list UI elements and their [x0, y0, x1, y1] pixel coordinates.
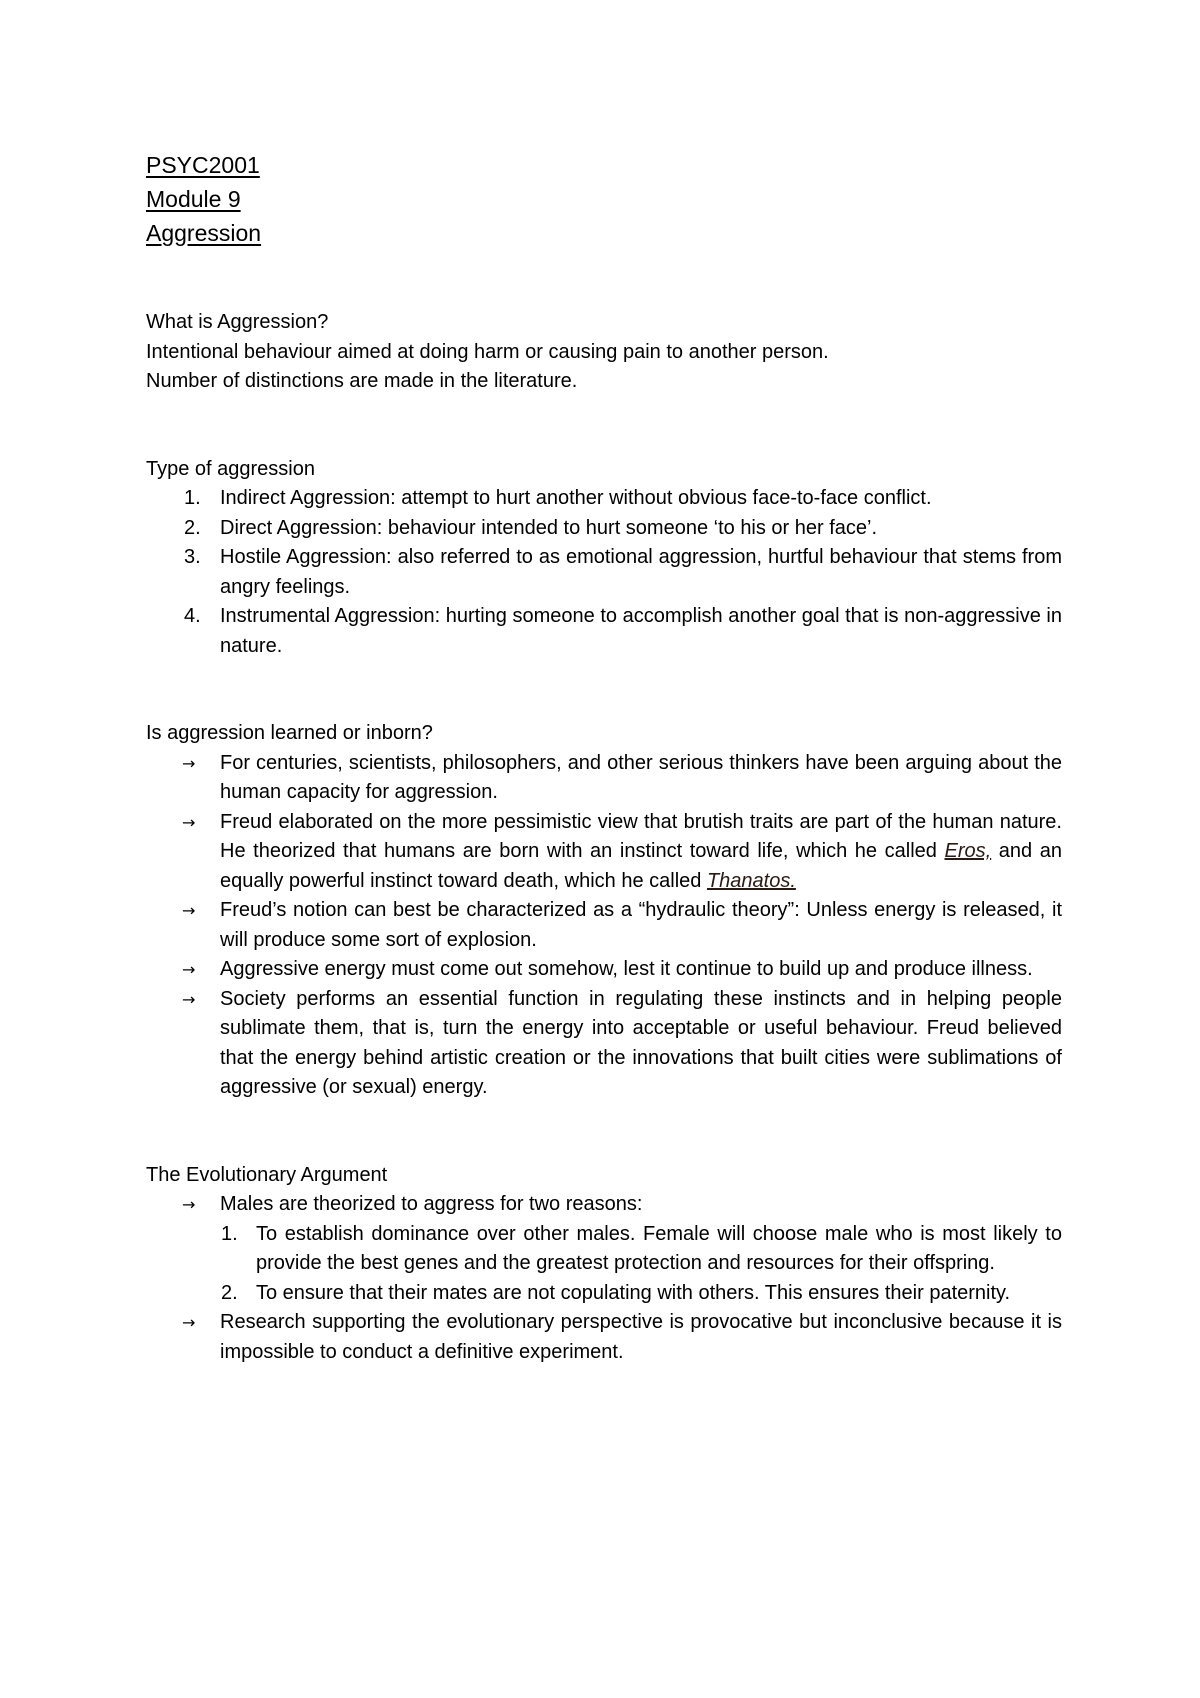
spacer [146, 661, 1062, 719]
course-code: PSYC2001 [146, 152, 260, 178]
section-evolutionary-argument [146, 1161, 1062, 1368]
list-item-text: Instrumental Aggression: hurting someone to accomplish another goal that is non-aggressive in nature. [220, 605, 1062, 657]
definition-line: Intentional behaviour aimed at doing harm or causing pain to another person. [146, 340, 829, 363]
reasons-list [220, 1220, 1062, 1309]
list-item [146, 484, 1062, 514]
list-item [146, 1220, 1062, 1279]
section-heading: The Evolutionary Argument [146, 1163, 388, 1186]
distinctions-line: Number of distinctions are made in the literature. [146, 370, 578, 392]
list-item [146, 602, 1062, 661]
list-item [146, 543, 1062, 602]
list-number: 2. [221, 1281, 238, 1304]
list-number: 4. [184, 605, 201, 627]
list-item [146, 808, 1062, 897]
term-thanatos: Thanatos. [706, 869, 796, 892]
list-item-text: Males are theorized to aggress for two reasons: [220, 1193, 643, 1215]
list-item [146, 1279, 1062, 1309]
list-item [146, 955, 1062, 985]
topic-title: Aggression [146, 220, 262, 246]
list-number: 2. [184, 516, 201, 539]
arrow-bullet-icon: → [182, 1313, 196, 1332]
list-item-text: For centuries, scientists, philosophers, and other serious thinkers have been arguing about the human capacity for aggression. [220, 751, 1062, 803]
list-item-text: To ensure that their mates are not copulating with others. This ensures their paternity. [256, 1281, 1011, 1304]
list-item [146, 985, 1062, 1103]
list-item [146, 896, 1062, 955]
spacer [146, 1103, 1062, 1161]
arrow-bullet-icon: → [182, 1195, 196, 1214]
list-item-text: To establish dominance over other males. Female will choose male who is most likely to provide the best genes and the greatest protection and resources for their offspring. [256, 1222, 1062, 1274]
list-item-text: Hostile Aggression: also referred to as emotional aggression, hurtful behaviour that stems from angry feelings. [220, 546, 1062, 598]
list-item-text: Research supporting the evolutionary perspective is provocative but inconclusive because it is impossible to conduct a definitive experiment. [220, 1311, 1062, 1363]
section-heading: Is aggression learned or inborn? [146, 722, 433, 744]
document-content [146, 148, 1062, 1367]
spacer [146, 250, 1062, 308]
term-eros: Eros, [944, 840, 992, 862]
arrow-bullet-icon: → [182, 960, 196, 979]
list-item-text: Freud elaborated on the more pessimistic view that brutish traits are part of the human nature. He theorized that humans are born with an instinct toward life, which he called [220, 810, 1062, 862]
arrow-bullet-icon: → [182, 989, 196, 1009]
arrow-bullet-icon: → [182, 753, 196, 773]
section-learned-or-inborn [146, 719, 1062, 1103]
evolution-list [146, 1190, 1062, 1367]
list-item-text: and an equally powerful instinct toward death, which he called [220, 840, 1062, 892]
list-item-text: Direct Aggression: behaviour intended to hurt someone ‘to his or her face’. [220, 516, 878, 539]
section-heading: What is Aggression? [146, 311, 329, 333]
list-item [146, 514, 1062, 544]
spacer [146, 397, 1062, 455]
list-number: 1. [184, 487, 201, 509]
section-heading: Type of aggression [146, 457, 315, 480]
module-title: Module 9 [146, 186, 241, 212]
list-item-text: Society performs an essential function in regulating these instincts and in helping people sublimate them, that is, turn the energy into acceptable or useful behaviour. Freud believed that the energy behind artistic creation or the innovations that built cities were sublimations of aggressive (or sexual) energy. [220, 987, 1062, 1098]
arrow-bullet-icon: → [182, 901, 196, 920]
list-item-text: Aggressive energy must come out somehow, lest it continue to build up and produce illness. [220, 958, 1033, 980]
list-item [146, 749, 1062, 808]
list-number: 3. [184, 546, 201, 568]
types-list [146, 484, 1062, 661]
list-item [146, 1308, 1062, 1367]
learned-list [146, 749, 1062, 1103]
list-item-text: Indirect Aggression: attempt to hurt another without obvious face-to-face conflict. [220, 487, 932, 509]
section-types-of-aggression [146, 455, 1062, 662]
list-item [146, 1190, 1062, 1308]
section-what-is-aggression [146, 308, 1062, 397]
list-item-text: Freud’s notion can best be characterized as a “hydraulic theory”: Unless energy is released, it will produce some sort of explosion. [220, 899, 1062, 951]
arrow-bullet-icon: → [182, 812, 196, 832]
list-number: 1. [221, 1222, 238, 1245]
